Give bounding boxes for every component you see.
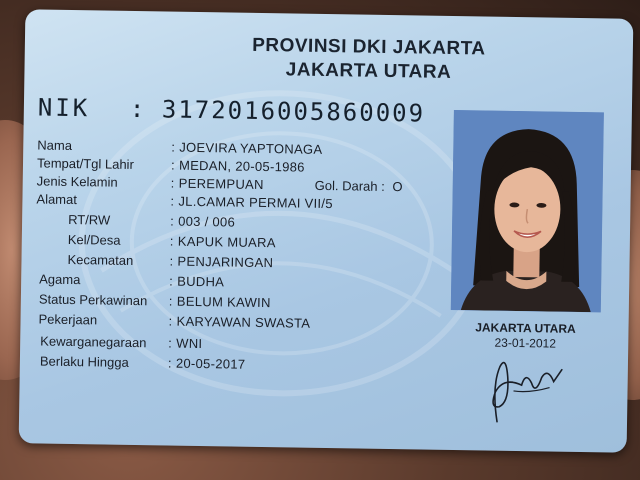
field-value: BELUM KAWIN	[176, 293, 271, 311]
blood-type-label: Gol. Darah :	[314, 177, 385, 194]
field-label: Status Perkawinan	[38, 291, 148, 309]
field-label: Alamat	[36, 191, 78, 208]
field-value: JL.CAMAR PERMAI VII/5	[178, 193, 333, 212]
field-value: PEREMPUAN	[178, 175, 264, 193]
field-label: Agama	[39, 271, 81, 288]
province-title: PROVINSI DKI JAKARTA	[252, 34, 486, 60]
field-value: PENJARINGAN	[177, 253, 274, 271]
field-label: Tempat/Tgl Lahir	[36, 155, 134, 172]
blood-type-value: O	[392, 179, 403, 195]
nik-separator: :	[129, 94, 145, 124]
field-separator: :	[169, 273, 173, 289]
portrait-illustration	[451, 110, 604, 312]
field-value: 20-05-2017	[175, 355, 246, 372]
field-label: RT/RW	[68, 211, 111, 228]
field-separator: :	[167, 355, 172, 371]
signature-icon	[469, 346, 580, 428]
field-separator: :	[169, 253, 174, 269]
field-separator: :	[170, 175, 175, 191]
field-value: 003 / 006	[178, 213, 236, 230]
portrait-photo	[451, 110, 604, 312]
issue-date: 23-01-2012	[494, 335, 557, 351]
field-separator: :	[171, 139, 176, 155]
field-value: KAPUK MUARA	[177, 233, 276, 251]
field-value: WNI	[176, 335, 203, 352]
field-separator: :	[170, 193, 175, 209]
issue-city: JAKARTA UTARA	[475, 320, 576, 336]
blood-type	[315, 178, 403, 194]
field-label: Nama	[37, 137, 73, 153]
field-label: Kel/Desa	[67, 231, 121, 248]
field-separator: :	[168, 313, 173, 329]
field-separator: :	[170, 157, 175, 173]
field-label: Berlaku Hingga	[39, 353, 129, 370]
field-value: MEDAN, 20-05-1986	[178, 157, 305, 175]
field-separator: :	[169, 233, 174, 249]
field-label: Jenis Kelamin	[36, 173, 118, 190]
field-value: KARYAWAN SWASTA	[176, 313, 311, 331]
field-separator: :	[168, 335, 172, 351]
field-separator: :	[170, 213, 174, 229]
field-value: BUDHA	[177, 273, 225, 290]
nik-label: NIK	[37, 93, 91, 123]
field-separator: :	[168, 293, 173, 309]
city-title: JAKARTA UTARA	[285, 59, 452, 83]
id-card	[19, 9, 634, 452]
field-label: Kecamatan	[67, 251, 134, 268]
field-value: JOEVIRA YAPTONAGA	[179, 139, 323, 157]
nik-value: 3172016005860009	[161, 95, 426, 128]
field-label: Pekerjaan	[38, 311, 98, 328]
field-label: Kewarganegaraan	[40, 333, 147, 351]
